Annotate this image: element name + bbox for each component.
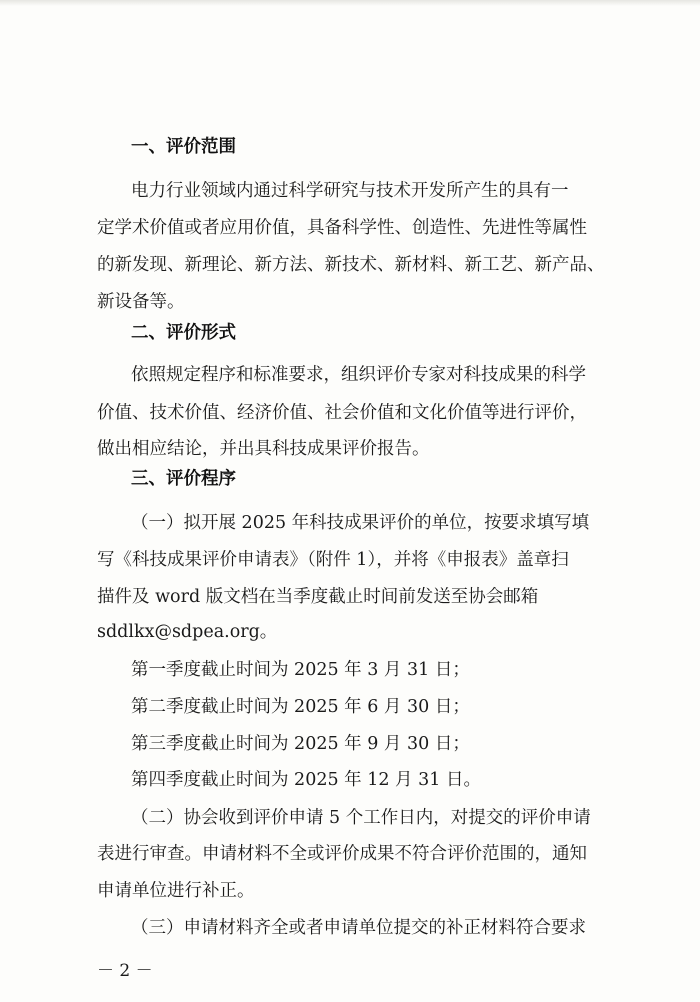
paragraph-line: 的新发现、新理论、新方法、新技术、新材料、新工艺、新产品、	[97, 255, 605, 275]
email-address: sddlkx@sdpea.org。	[97, 622, 278, 642]
paragraph-line: （一）拟开展 2025 年科技成果评价的单位，按要求填写填	[131, 513, 590, 533]
deadline-q2: 第二季度截止时间为 2025 年 6 月 30 日；	[131, 697, 470, 717]
scan-edge	[0, 0, 700, 6]
paragraph-line: 写《科技成果评价申请表》（附件 1），并将《申报表》盖章扫	[97, 550, 569, 570]
paragraph-line: 价值、技术价值、经济价值、社会价值和文化价值等进行评价，	[97, 403, 587, 423]
paragraph-line: 描件及 word 版文档在当季度截止时间前发送至协会邮箱	[97, 587, 539, 607]
page-number: － 2 －	[97, 961, 153, 981]
section-heading-procedure: 三、评价程序	[131, 469, 236, 489]
deadline-q3: 第三季度截止时间为 2025 年 9 月 30 日；	[131, 734, 470, 754]
paragraph-line: （二）协会收到评价申请 5 个工作日内，对提交的评价申请	[131, 808, 591, 828]
deadline-q1: 第一季度截止时间为 2025 年 3 月 31 日；	[131, 660, 470, 680]
paragraph-line: 新设备等。	[97, 292, 185, 312]
paragraph-line: 申请单位进行补正。	[97, 881, 255, 901]
paragraph-line: （三）申请材料齐全或者申请单位提交的补正材料符合要求	[131, 918, 586, 938]
paragraph-line: 做出相应结论，并出具科技成果评价报告。	[97, 439, 430, 459]
deadline-q4: 第四季度截止时间为 2025 年 12 月 31 日。	[131, 770, 481, 790]
paragraph-line: 表进行审查。申请材料不全或评价成果不符合评价范围的，通知	[97, 844, 587, 864]
section-heading-form: 二、评价形式	[131, 323, 236, 343]
paragraph-line: 依照规定程序和标准要求，组织评价专家对科技成果的科学	[131, 365, 586, 385]
paragraph-line: 电力行业领域内通过科学研究与技术开发所产生的具有一	[131, 181, 569, 201]
paragraph-line: 定学术价值或者应用价值，具备科学性、创造性、先进性等属性	[97, 218, 587, 238]
section-heading-scope: 一、评价范围	[131, 137, 236, 157]
